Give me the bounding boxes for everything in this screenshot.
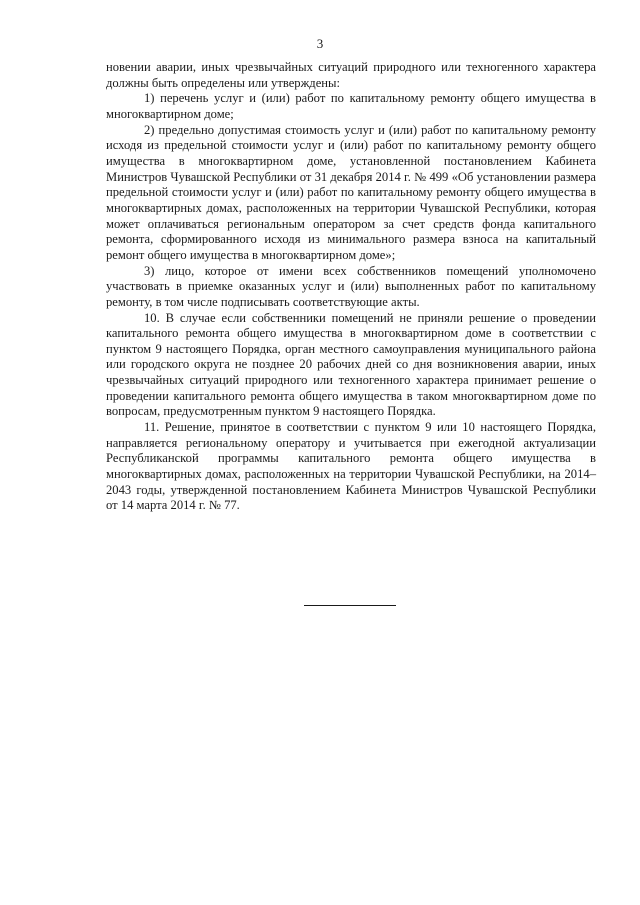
paragraph-item-1: 1) перечень услуг и (или) работ по капитальному ремонту общего имущества в многоквартирном доме; (106, 91, 596, 121)
paragraph-continuation: новении аварии, иных чрезвычайных ситуаций природного или техногенного характера должны быть определены или утверждены: (106, 60, 596, 90)
paragraph-item-2: 2) предельно допустимая стоимость услуг и (или) работ по капитальному ремонту исходя из предельной стоимости услуг и (или) работ по капитальному ремонту общего имущества в многоквартирном доме, установленной постановлением Кабинета Министров Чувашской Республики от 31 декабря 2014 г. № 499 «Об установлении размера предельной стоимости услуг и (или) работ по капитальному ремонту общего имущества в многоквартирных домах, расположенных на территории Чувашской Республики, которая может оплачиваться региональным оператором за счет средств фонда капитального ремонта, сформированного исходя из минимального размера взноса на капитальный ремонт общего имущества в многоквартирном доме»; (106, 122, 596, 262)
page-number: 3 (316, 36, 324, 51)
end-separator-line (304, 605, 396, 606)
document-body (106, 60, 596, 514)
paragraph-item-3: 3) лицо, которое от имени всех собственников помещений уполномочено участвовать в приемке оказанных услуг и (или) выполненных работ по капитальному ремонту, в том числе подписывать соответствующие акты. (106, 263, 596, 309)
paragraph-clause-10: 10. В случае если собственники помещений не приняли решение о проведении капитального ремонта общего имущества в многоквартирном доме в соответствии с пунктом 9 настоящего Порядка, орган местного самоуправления муниципального района или городского округа не позднее 20 рабочих дней со дня возникновения аварии, иных чрезвычайных ситуаций природного или техногенного характера принимает решение о проведении капитального ремонта общего имущества в таком многоквартирном доме по вопросам, предусмотренным пунктом 9 настоящего Порядка. (106, 310, 596, 419)
paragraph-clause-11: 11. Решение, принятое в соответствии с пунктом 9 или 10 настоящего Порядка, направляется региональному оператору и учитывается при ежегодной актуализации Республиканской программы капитального ремонта общего имущества в многоквартирных домах, расположенных на территории Чувашской Республики, на 2014–2043 годы, утвержденной постановлением Кабинета Министров Чувашской Республики от 14 марта 2014 г. № 77. (106, 420, 596, 513)
